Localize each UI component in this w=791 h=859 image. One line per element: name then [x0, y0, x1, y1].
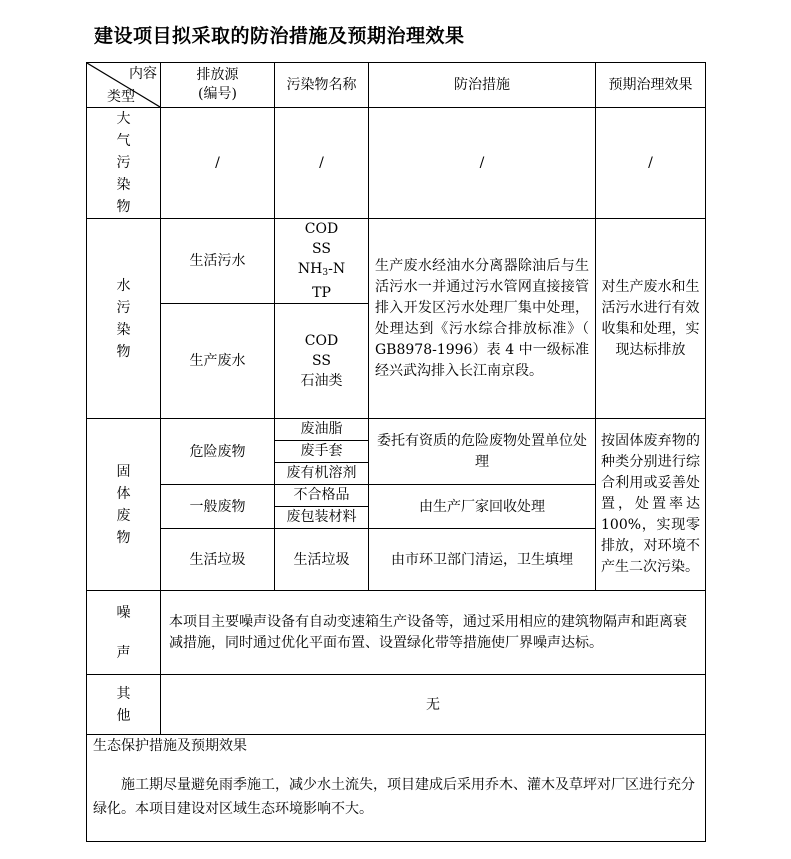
header-source: 排放源 (编号)	[161, 63, 275, 108]
header-row	[87, 63, 706, 108]
water-row-domestic	[87, 219, 706, 304]
air-measures: /	[369, 108, 596, 219]
solid-row-1	[87, 419, 706, 441]
solid-hazardous-item: 废油脂	[275, 419, 369, 441]
air-pollutant: /	[275, 108, 369, 219]
water-type-cell	[87, 219, 161, 419]
header-pollutant: 污染物名称	[275, 63, 369, 108]
air-effect: /	[596, 108, 706, 219]
solid-garbage-item: 生活垃圾	[275, 529, 369, 591]
air-row	[87, 108, 706, 219]
water-effect: 对生产废水和生活污水进行有效收集和处理，实现达标排放	[596, 219, 706, 419]
air-type-cell	[87, 108, 161, 219]
water-type-label: 水污染物	[116, 277, 131, 360]
other-type-cell	[87, 675, 161, 735]
solid-garbage-measures: 由市环卫部门清运，卫生填埋	[369, 529, 596, 591]
pollutant-item: $NH_3-N$	[297, 261, 346, 278]
solid-general-measures: 由生产厂家回收处理	[369, 485, 596, 529]
solid-hazardous-measures: 委托有资质的危险废物处置单位处理	[369, 419, 596, 485]
header-measures: 防治措施	[369, 63, 596, 108]
pollutant-item: 石油类	[300, 373, 343, 389]
air-source: /	[161, 108, 275, 219]
measures-table	[86, 62, 706, 842]
pollutant-item: COD	[304, 221, 339, 237]
noise-type-top: 噪	[116, 604, 131, 621]
solid-type-cell	[87, 419, 161, 591]
solid-hazardous-source: 危险废物	[161, 419, 275, 485]
eco-title: 生态保护措施及预期效果	[93, 738, 247, 754]
noise-type-bottom: 声	[116, 644, 131, 661]
water-domestic-pollutants	[275, 219, 369, 304]
noise-row	[87, 591, 706, 675]
water-production-pollutants	[275, 304, 369, 419]
water-production-source: 生产废水	[161, 304, 275, 419]
header-type-label: 类型	[107, 89, 135, 105]
noise-type-cell	[87, 591, 161, 675]
header-content-label: 内容	[129, 66, 157, 82]
other-type-label: 其他	[116, 685, 131, 724]
solid-garbage-source: 生活垃圾	[161, 529, 275, 591]
water-domestic-source: 生活污水	[161, 219, 275, 304]
page-title: 建设项目拟采取的防治措施及预期治理效果	[94, 25, 465, 47]
solid-general-item: 废包装材料	[275, 507, 369, 529]
solid-general-source: 一般废物	[161, 485, 275, 529]
pollutant-item: SS	[312, 353, 331, 369]
eco-row	[87, 735, 706, 842]
pollutant-item: COD	[304, 333, 339, 349]
eco-text: 施工期尽量避免雨季施工，减少水土流失，项目建成后采用乔木、灌木及草坪对厂区进行充分绿化。本项目建设对区域生态环境影响不大。	[93, 777, 695, 817]
solid-hazardous-item: 废有机溶剂	[275, 463, 369, 485]
pollutant-item: TP	[312, 285, 331, 301]
diagonal-header-cell	[87, 63, 161, 108]
other-text: 无	[161, 675, 706, 735]
pollutant-item: SS	[312, 241, 331, 257]
air-type-label: 大气污染物	[116, 111, 131, 215]
header-effect: 预期治理效果	[596, 63, 706, 108]
eco-cell	[87, 735, 706, 842]
solid-general-item: 不合格品	[275, 485, 369, 507]
solid-type-label: 固体废物	[116, 463, 131, 546]
solid-effect: 按固体废弃物的种类分别进行综合利用或妥善处置，处置率达 100%，实现零排放，对环境不产生二次污染。	[596, 419, 706, 591]
solid-hazardous-item: 废手套	[275, 441, 369, 463]
noise-text: 本项目主要噪声设备有自动变速箱生产设备等，通过采用相应的建筑物隔声和距离衰减措施，同时通过优化平面布置、设置绿化带等措施使厂界噪声达标。	[161, 591, 706, 675]
other-row	[87, 675, 706, 735]
water-measures: 生产废水经油水分离器除油后与生活污水一并通过污水管网直接接管排入开发区污水处理厂集中处理，处理达到《污水综合排放标准》（ GB8978-1996）表 4 中一级标准经兴武沟排入长江南京段。	[369, 219, 596, 419]
